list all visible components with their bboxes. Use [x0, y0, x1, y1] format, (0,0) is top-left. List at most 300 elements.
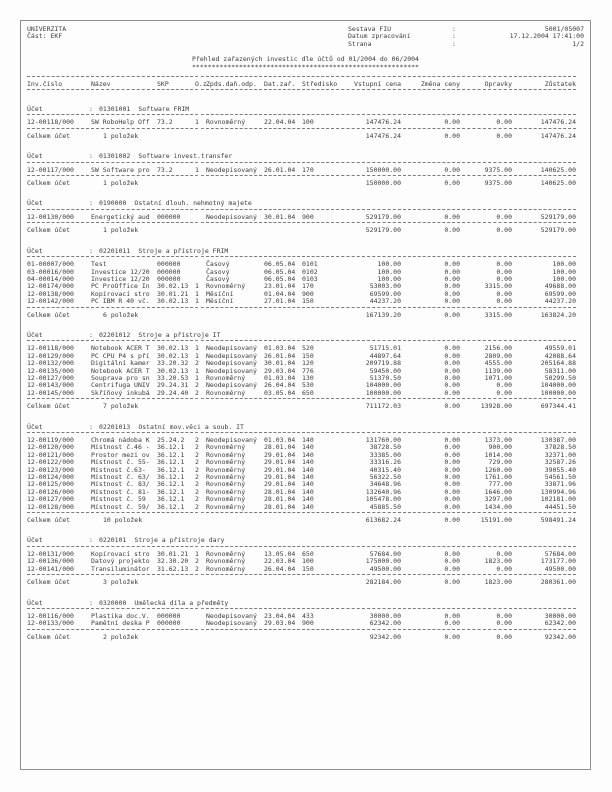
cell-opravky: 9375.00	[484, 165, 512, 174]
cell-zmena-ceny: 0.00	[444, 366, 460, 375]
total-zmena-ceny: 0.00	[444, 131, 460, 140]
cell-zpds: Měsíční	[206, 297, 234, 306]
cell-nazev: Test	[91, 260, 107, 269]
total-vstupni-cena: 92342.00	[369, 632, 401, 641]
cell-opravky: 0.00	[496, 381, 512, 390]
account-section	[27, 106, 584, 140]
cell-zpds: Rovnoměrný	[206, 282, 246, 291]
cell-zpds: Rovnoměrný	[206, 549, 246, 558]
cell-skp: 30.02.13	[157, 344, 189, 353]
cell-vstupni-cena: 33385.00	[369, 450, 401, 459]
total-opravky: 1823.00	[484, 578, 512, 587]
cell-inv-cislo: 12-00127/000	[27, 495, 74, 504]
cell-nazev: Kopírovací stro	[91, 289, 150, 298]
cell-zpds: Rovnoměrný	[206, 465, 246, 474]
cell-inv-cislo: 04-00014/000	[27, 274, 74, 283]
total-zustatek: 697344.41	[540, 402, 576, 411]
cell-vstupni-cena: 529179.00	[365, 212, 401, 221]
cell-stredisko: 170	[302, 165, 314, 174]
table-row	[27, 214, 584, 221]
meta-value: 5001/05007	[544, 25, 584, 33]
cell-vstupni-cena: 59450.00	[369, 366, 401, 375]
cell-vstupni-cena: 51370.50	[369, 373, 401, 382]
cell-skp: 30.01.21	[157, 549, 189, 558]
meta-datum: Datum zpracování : 17.12.2004 17:41:00	[348, 32, 584, 41]
cell-zpds: Časový	[206, 260, 230, 269]
cell-zpds: Časový	[206, 267, 230, 276]
col-nazev: Název	[91, 79, 111, 88]
cell-vstupni-cena: 44897.64	[369, 351, 401, 360]
table-row	[27, 566, 584, 573]
cell-inv-cislo: 12-00133/000	[27, 619, 74, 628]
cell-opravky: 0.00	[496, 388, 512, 397]
total-item-count: 10 položek	[103, 516, 143, 525]
cell-zmena-ceny: 0.00	[444, 443, 460, 452]
cell-opravky: 729.00	[488, 458, 512, 467]
meta-label: Sestava FIU	[348, 25, 392, 33]
cell-opravky: 1823.00	[484, 557, 512, 566]
cell-skp: 000000	[157, 260, 181, 269]
account-number: 02201011	[99, 246, 131, 255]
cell-zmena-ceny: 0.00	[444, 473, 460, 482]
cell-dat-zar: 06.05.04	[264, 260, 296, 269]
table-row	[27, 504, 584, 511]
cell-nazev: Chromá nádoba K	[91, 436, 150, 444]
cell-zpds: Rovnoměrný	[206, 388, 246, 397]
cell-dat-zar: 23.04.04	[264, 611, 296, 620]
cell-opravky: 1646.00	[484, 487, 512, 496]
account-number: 01301002	[99, 152, 131, 161]
cell-dat-zar: 06.05.04	[264, 267, 296, 276]
cell-dat-zar: 22.03.04	[264, 557, 296, 566]
cell-zustatek: 32371.00	[544, 450, 576, 459]
total-item-count: 2 položek	[103, 632, 139, 641]
account-section	[27, 537, 584, 586]
cell-zmena-ceny: 0.00	[444, 436, 460, 444]
cell-dat-zar: 29.01.04	[264, 465, 296, 474]
meta-label: Datum zpracování	[348, 32, 411, 41]
cell-zpds: Neodepisovaný	[206, 212, 257, 221]
total-opravky: 9375.00	[484, 179, 512, 188]
cell-vstupni-cena: 100000.00	[365, 388, 401, 397]
cell-zmena-ceny: 0.00	[444, 388, 460, 397]
cell-zpds: Rovnoměrný	[206, 495, 246, 504]
cell-zpds: Neodepisovaný	[206, 366, 257, 375]
cell-oz: 2	[195, 443, 199, 452]
cell-oz: 1	[195, 549, 199, 558]
cell-zustatek: 173177.00	[540, 557, 576, 566]
cell-vstupni-cena: 100.00	[377, 260, 401, 269]
cell-zpds: Neodepisovaný	[206, 619, 257, 628]
cell-opravky: 900.00	[488, 443, 512, 452]
cell-oz: 2	[195, 436, 199, 444]
cell-skp: 31.62.13	[157, 564, 189, 573]
cell-oz: 1	[195, 165, 199, 174]
cell-nazev: Energetický aud	[91, 212, 150, 221]
total-item-count: 1 položek	[103, 179, 139, 188]
account-label: Účet	[27, 330, 43, 339]
cell-dat-zar: 01.03.04	[264, 436, 296, 444]
cell-dat-zar: 26.04.04	[264, 381, 296, 390]
cell-zpds: Neodepisovaný	[206, 381, 257, 390]
cell-inv-cislo: 12-00141/000	[27, 564, 74, 573]
cell-skp: 29.24.40	[157, 388, 189, 397]
cell-inv-cislo: 12-00174/000	[27, 282, 74, 291]
cell-opravky: 3297.00	[484, 495, 512, 504]
meta-value: 17.12.2004 17:41:00	[509, 32, 584, 41]
cell-zpds: Měsíční	[206, 289, 234, 298]
total-opravky: 13928.00	[480, 402, 512, 411]
cell-opravky: 1434.00	[484, 502, 512, 511]
cell-dat-zar: 28.01.04	[264, 495, 296, 504]
cell-inv-cislo: 12-00123/000	[27, 465, 74, 474]
cell-zmena-ceny: 0.00	[444, 564, 460, 573]
account-header: Účet : 02201012 Stroje a přístroje IT	[27, 330, 221, 339]
cell-zustatek: 49559.01	[544, 344, 576, 353]
cell-zpds: Neodepisovaný	[206, 344, 257, 353]
account-label: Účet	[27, 598, 43, 607]
cell-zustatek: 100.00	[552, 274, 576, 283]
column-header-row	[27, 81, 584, 88]
total-zustatek: 147476.24	[540, 131, 576, 140]
account-number: 01301001	[99, 105, 131, 114]
cell-dat-zar: 23.01.04	[264, 282, 296, 291]
cell-nazev: PC CPU P4 s pří	[91, 351, 150, 360]
account-total-row	[27, 312, 584, 319]
cell-skp: 33.20.32	[157, 359, 189, 368]
cell-skp: 000000	[157, 619, 181, 628]
cell-inv-cislo: 12-00130/000	[27, 212, 74, 221]
account-header: Účet : 02201013 Ostatní mov.věci a soub. IT	[27, 422, 244, 431]
cell-inv-cislo: 01-00007/000	[27, 260, 74, 269]
cell-dat-zar: 28.01.04	[264, 487, 296, 496]
cell-stredisko: 140	[302, 487, 314, 496]
cell-zmena-ceny: 0.00	[444, 611, 460, 620]
cell-zustatek: 39055.40	[544, 465, 576, 474]
col-zmena-ceny: Změna ceny	[420, 79, 460, 88]
separator	[27, 89, 584, 93]
cell-dat-zar: 29.01.04	[264, 458, 296, 467]
account-header: Účet : 0220101 Stroje a přístroje dary	[27, 536, 225, 545]
cell-zustatek: 529179.00	[540, 212, 576, 221]
account-header: Účet : 0320000 Umělecká díla a předměty	[27, 598, 229, 607]
cell-stredisko: 650	[302, 549, 314, 558]
cell-inv-cislo: 12-00119/000	[27, 436, 74, 444]
cell-oz: 2	[195, 388, 199, 397]
cell-zustatek: 147476.24	[540, 118, 576, 127]
cell-zmena-ceny: 0.00	[444, 373, 460, 382]
account-label: Účet	[27, 152, 43, 161]
cell-vstupni-cena: 105478.00	[365, 495, 401, 504]
cell-inv-cislo: 12-00118/000	[27, 344, 74, 353]
cell-dat-zar: 26.01.04	[264, 351, 296, 360]
account-section	[27, 600, 584, 642]
cell-zpds: Neodepisovaný	[206, 611, 257, 620]
account-name: Stroje a přístroje IT	[138, 330, 221, 339]
cell-zmena-ceny: 0.00	[444, 458, 460, 467]
cell-oz: 1	[195, 282, 199, 291]
cell-vstupni-cena: 56322.50	[369, 473, 401, 482]
total-zustatek: 529179.00	[540, 226, 576, 235]
cell-opravky: 0.00	[496, 611, 512, 620]
cell-inv-cislo: 12-00135/000	[27, 366, 74, 375]
cell-skp: 30.01.21	[157, 289, 189, 298]
cell-zustatek: 49688.00	[544, 282, 576, 291]
col-dat-zar: Dat.zař.	[264, 79, 296, 88]
page-title: Přehled zařazených investic dle účtů od 01/2004 do 06/2004	[192, 55, 419, 64]
account-total-row	[27, 227, 584, 234]
cell-stredisko: 433	[302, 611, 314, 620]
cell-zpds: Rovnoměrný	[206, 373, 246, 382]
total-vstupni-cena: 529179.00	[365, 226, 401, 235]
total-vstupni-cena: 613682.24	[365, 516, 401, 525]
cell-zmena-ceny: 0.00	[444, 212, 460, 221]
total-item-count: 1 položek	[103, 131, 139, 140]
cell-dat-zar: 13.05.04	[264, 549, 296, 558]
cell-opravky: 2809.00	[484, 351, 512, 360]
total-label: Celkem účet	[27, 179, 71, 188]
table-row	[27, 298, 584, 305]
cell-zustatek: 54561.50	[544, 473, 576, 482]
account-total-row	[27, 634, 584, 641]
cell-stredisko: 140	[302, 502, 314, 511]
cell-dat-zar: 01.04.04	[264, 289, 296, 298]
cell-zmena-ceny: 0.00	[444, 165, 460, 174]
account-number: 02201012	[99, 330, 131, 339]
cell-oz: 2	[195, 473, 199, 482]
col-stredisko: Středisko	[302, 79, 338, 88]
cell-nazev: Centrifuga UNIV	[91, 381, 150, 390]
total-label: Celkem účet	[27, 516, 71, 525]
cell-stredisko: 776	[302, 366, 314, 375]
cell-skp: 36.12.1	[157, 443, 185, 452]
total-opravky: 3315.00	[484, 310, 512, 319]
cell-dat-zar: 27.01.04	[264, 297, 296, 306]
cell-oz: 2	[195, 495, 199, 504]
cell-nazev: Místnost č. 59/	[91, 502, 150, 511]
cell-stredisko: 900	[302, 212, 314, 221]
cell-oz: 2	[195, 381, 199, 390]
cell-opravky: 1761.00	[484, 473, 512, 482]
cell-vstupni-cena: 30000.00	[369, 611, 401, 620]
cell-zmena-ceny: 0.00	[444, 118, 460, 127]
cell-stredisko: 140	[302, 473, 314, 482]
cell-inv-cislo: 12-00145/000	[27, 388, 74, 397]
total-opravky: 15191.00	[480, 516, 512, 525]
cell-nazev: SW Software pro	[91, 165, 150, 174]
total-label: Celkem účet	[27, 402, 71, 411]
cell-oz: 2	[195, 502, 199, 511]
cell-inv-cislo: 12-00129/000	[27, 351, 74, 360]
cell-nazev: Datový projekto	[91, 557, 150, 566]
account-section	[27, 248, 584, 319]
cell-stredisko: 650	[302, 388, 314, 397]
total-label: Celkem účet	[27, 131, 71, 140]
account-total-row	[27, 403, 584, 410]
cell-dat-zar: 01.03.04	[264, 373, 296, 382]
cell-stredisko: 900	[302, 289, 314, 298]
cell-zmena-ceny: 0.00	[444, 381, 460, 390]
cell-zmena-ceny: 0.00	[444, 289, 460, 298]
total-opravky: 0.00	[496, 226, 512, 235]
cell-inv-cislo: 03-00016/000	[27, 267, 74, 276]
cell-zmena-ceny: 0.00	[444, 297, 460, 306]
cell-nazev: Notebook ACER T	[91, 344, 150, 353]
cell-zmena-ceny: 0.00	[444, 480, 460, 489]
meta-sestava: Sestava FIU : 5001/05007	[348, 25, 584, 33]
total-item-count: 6 položek	[103, 310, 139, 319]
cell-zpds: Rovnoměrný	[206, 502, 246, 511]
cell-opravky: 2156.00	[484, 344, 512, 353]
cell-zmena-ceny: 0.00	[444, 549, 460, 558]
meta-label: Strana	[348, 39, 372, 48]
org-name: UNIVERZITA	[27, 25, 67, 33]
cell-opravky: 1139.00	[484, 366, 512, 375]
total-item-count: 7 položek	[103, 402, 139, 411]
cell-zustatek: 130387.00	[540, 436, 576, 444]
cell-stredisko: 520	[302, 344, 314, 353]
cell-nazev: Skříňový inkubá	[91, 388, 150, 397]
cell-oz: 1	[195, 351, 199, 360]
account-name: Software FRIM	[138, 105, 190, 114]
cell-vstupni-cena: 150000.00	[365, 165, 401, 174]
cell-vstupni-cena: 53003.00	[369, 282, 401, 291]
cell-opravky: 1014.00	[484, 450, 512, 459]
cell-zustatek: 104000.00	[540, 381, 576, 390]
cell-zmena-ceny: 0.00	[444, 450, 460, 459]
total-opravky: 0.00	[496, 131, 512, 140]
cell-stredisko: 140	[302, 458, 314, 467]
cell-stredisko: 100	[302, 118, 314, 127]
total-zustatek: 92342.00	[544, 632, 576, 641]
account-label: Účet	[27, 422, 43, 431]
cell-nazev: Kopírovací stro	[91, 549, 150, 558]
table-row	[27, 620, 584, 627]
col-inv-cislo: Inv.číslo	[27, 79, 63, 88]
org-department: Část: EKF	[27, 32, 63, 41]
cell-inv-cislo: 12-00127/000	[27, 373, 74, 382]
cell-zustatek: 49500.00	[544, 564, 576, 573]
cell-inv-cislo: 12-00117/000	[27, 165, 74, 174]
cell-skp: 32.30.20	[157, 557, 189, 566]
total-item-count: 1 položek	[103, 226, 139, 235]
total-zustatek: 280361.00	[540, 578, 576, 587]
cell-vstupni-cena: 51715.01	[369, 344, 401, 353]
cell-nazev: Místnost č.46 -	[91, 443, 150, 452]
cell-nazev: Pamětní deska P	[91, 619, 150, 628]
cell-zustatek: 100.00	[552, 267, 576, 276]
cell-zustatek: 42088.64	[544, 351, 576, 360]
cell-dat-zar: 29.03.04	[264, 366, 296, 375]
cell-zustatek: 32587.26	[544, 458, 576, 467]
cell-inv-cislo: 12-00122/000	[27, 458, 74, 467]
cell-stredisko: 0103	[302, 274, 318, 283]
cell-oz: 2	[195, 564, 199, 573]
cell-oz: 1	[195, 344, 199, 353]
cell-nazev: Prostor mezi ov	[91, 450, 150, 459]
cell-nazev: PC IBM R 40 vč.	[91, 297, 150, 306]
cell-stredisko: 150	[302, 351, 314, 360]
total-opravky: 0.00	[496, 632, 512, 641]
cell-vstupni-cena: 38728.50	[369, 443, 401, 452]
account-section	[27, 153, 584, 187]
col-opravky: Opravky	[484, 79, 512, 88]
cell-nazev: Místnost č.63-	[91, 465, 146, 474]
cell-stredisko: 130	[302, 373, 314, 382]
account-header: Účet : 0190000 Ostatní dlouh. nehmotný majete	[27, 199, 252, 208]
cell-opravky: 0.00	[496, 297, 512, 306]
cell-zustatek: 100.00	[552, 260, 576, 269]
total-zmena-ceny: 0.00	[444, 226, 460, 235]
cell-inv-cislo: 12-00136/000	[27, 557, 74, 566]
col-oz: O.z.	[195, 79, 211, 88]
account-label: Účet	[27, 105, 43, 114]
cell-nazev: SW RoboHelp Off	[91, 118, 150, 127]
cell-skp: 36.12.1	[157, 473, 185, 482]
title-underline: **********************************************************	[192, 62, 419, 71]
cell-dat-zar: 29.01.04	[264, 473, 296, 482]
cell-zpds: Neodepisovaný	[206, 165, 257, 174]
account-header: Účet : 01301002 Software invest.transfer	[27, 152, 233, 161]
cell-opravky: 0.00	[496, 118, 512, 127]
col-vstupni-cena: Vstupní cena	[354, 79, 401, 88]
cell-stredisko: 170	[302, 282, 314, 291]
cell-nazev: Místnost č. 55-	[91, 458, 150, 467]
cell-zpds: Rovnoměrný	[206, 450, 246, 459]
cell-nazev: PC ProOffice In	[91, 282, 150, 291]
account-label: Účet	[27, 536, 43, 545]
cell-inv-cislo: 12-00120/000	[27, 443, 74, 452]
cell-oz: 2	[195, 450, 199, 459]
cell-vstupni-cena: 33316.26	[369, 458, 401, 467]
cell-vstupni-cena: 104000.00	[365, 381, 401, 390]
cell-oz: 2	[195, 557, 199, 566]
cell-zpds: Rovnoměrný	[206, 118, 246, 127]
cell-skp: 73.2	[157, 118, 173, 127]
cell-dat-zar: 28.01.04	[264, 443, 296, 452]
table-row	[27, 167, 584, 174]
total-vstupni-cena: 147476.24	[365, 131, 401, 140]
cell-zustatek: 130994.96	[540, 487, 576, 496]
cell-zmena-ceny: 0.00	[444, 619, 460, 628]
cell-zpds: Rovnoměrný	[206, 473, 246, 482]
cell-skp: 000000	[157, 274, 181, 283]
account-section	[27, 332, 584, 411]
cell-zmena-ceny: 0.00	[444, 344, 460, 353]
page-border	[20, 20, 591, 770]
cell-opravky: 0.00	[496, 267, 512, 276]
cell-nazev: Souprava pro sn	[91, 373, 150, 382]
cell-opravky: 777.00	[488, 480, 512, 489]
cell-stredisko: 140	[302, 465, 314, 474]
cell-stredisko: 140	[302, 450, 314, 459]
cell-vstupni-cena: 45885.50	[369, 502, 401, 511]
cell-nazev: Místnost č. 81-	[91, 487, 150, 496]
meta-value: 1/2	[572, 39, 584, 48]
cell-zpds: Neodepisovaný	[206, 359, 257, 368]
total-zmena-ceny: 0.00	[444, 310, 460, 319]
cell-oz: 2	[195, 480, 199, 489]
cell-dat-zar: 29.01.04	[264, 480, 296, 489]
cell-vstupni-cena: 132640.96	[365, 487, 401, 496]
cell-stredisko: 150	[302, 297, 314, 306]
cell-skp: 30.02.13	[157, 297, 189, 306]
cell-inv-cislo: 12-00116/000	[27, 611, 74, 620]
cell-zmena-ceny: 0.00	[444, 465, 460, 474]
cell-oz: 2	[195, 465, 199, 474]
cell-dat-zar: 22.04.04	[264, 118, 296, 127]
account-name: Stroje a přístroje FRIM	[138, 246, 229, 255]
